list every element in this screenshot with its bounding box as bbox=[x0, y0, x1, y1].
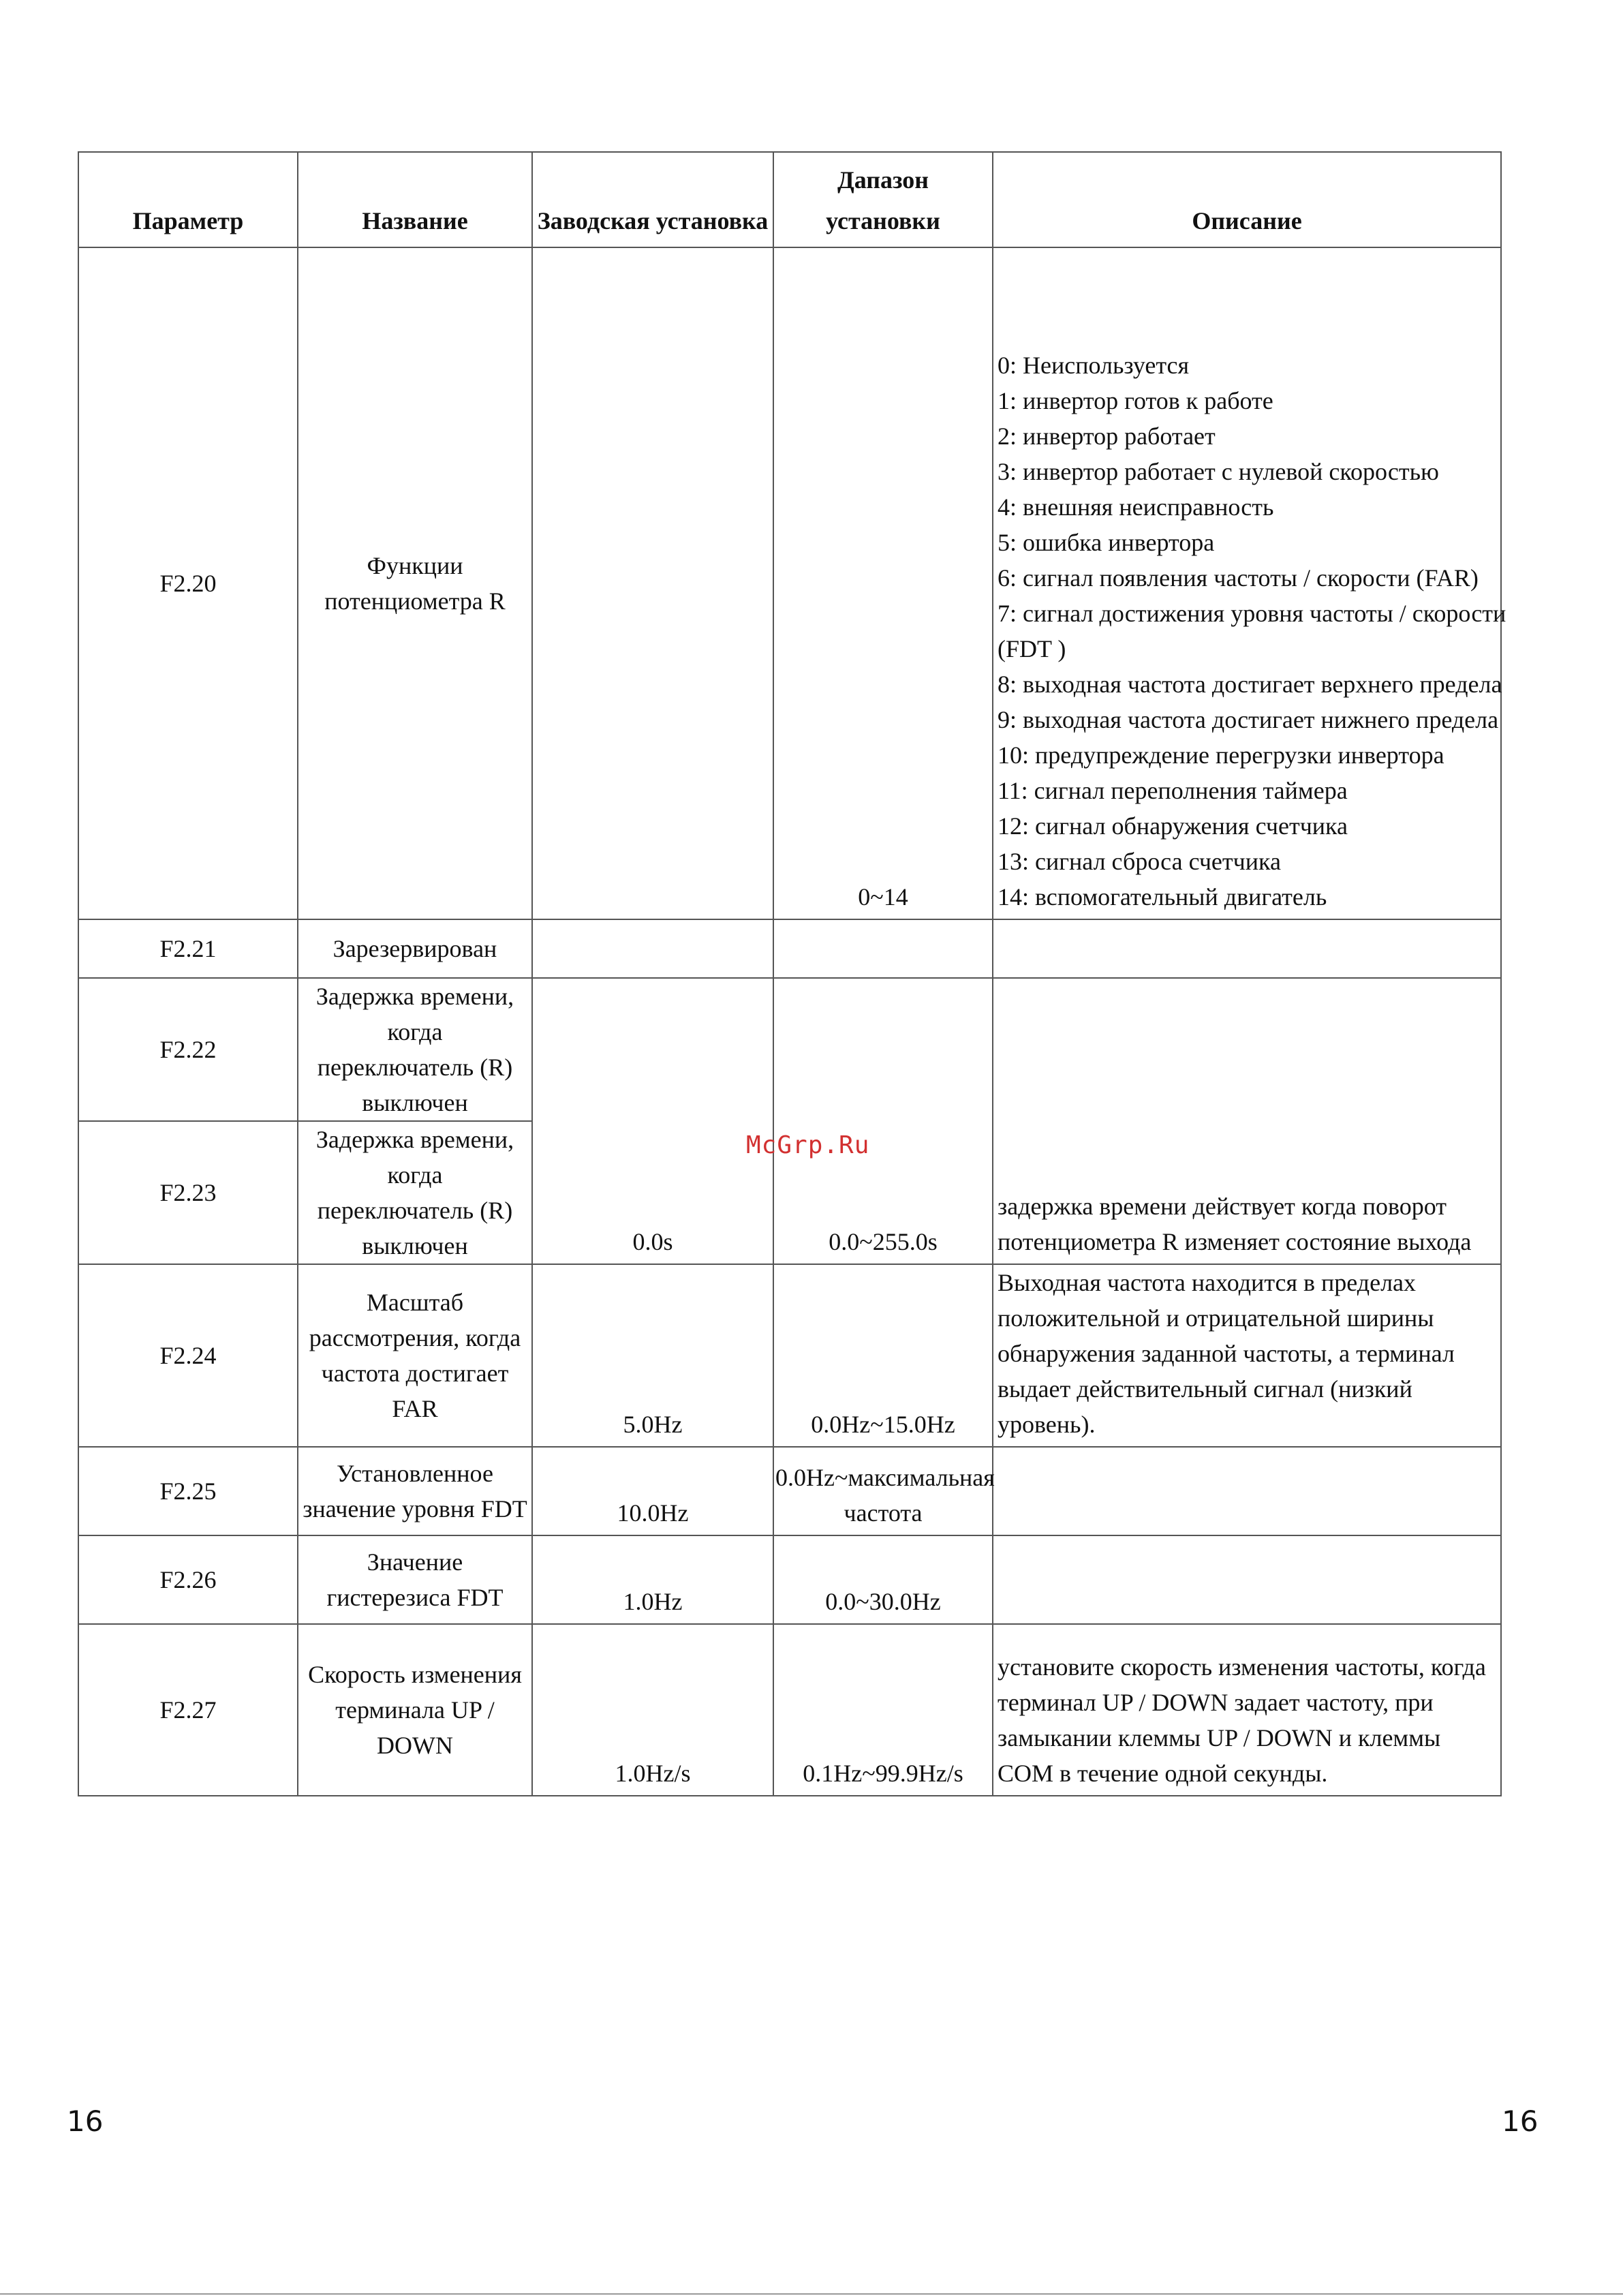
list-item: 12: сигнал обнаружения счетчика bbox=[998, 812, 1348, 840]
description bbox=[993, 247, 1506, 919]
param-code: F2.22 bbox=[78, 978, 298, 1121]
setting-range: 0.0Hz~15.0Hz bbox=[773, 1264, 993, 1447]
param-name: Установленное значение уровня FDT bbox=[298, 1447, 532, 1535]
table-row bbox=[78, 1624, 1501, 1796]
param-name: Масштаб рассмотрения, когда частота достигает FAR bbox=[298, 1264, 532, 1447]
description: Выходная частота находится в пределах положительной и отрицательной ширины обнаружения заданной частоты, а терминал выдает действительный сигнал (низкий уровень). bbox=[993, 1264, 1501, 1447]
table-row bbox=[78, 247, 1501, 919]
factory-setting bbox=[532, 247, 773, 919]
page-number-right: 16 bbox=[1502, 2104, 1539, 2138]
list-item: 6: сигнал появления частоты / скорости (FAR) bbox=[998, 564, 1479, 592]
setting-range: 0.1Hz~99.9Hz/s bbox=[773, 1624, 993, 1796]
table-row bbox=[78, 978, 1501, 1121]
setting-range: 0.0~255.0s bbox=[773, 978, 993, 1264]
param-code: F2.25 bbox=[78, 1447, 298, 1535]
page-number-left: 16 bbox=[67, 2104, 104, 2138]
header-factory: Заводская установка bbox=[532, 152, 773, 247]
list-item: 10: предупреждение перегрузки инвертора bbox=[998, 741, 1444, 769]
setting-range bbox=[773, 919, 993, 978]
param-code: F2.23 bbox=[78, 1121, 298, 1264]
description bbox=[993, 919, 1501, 978]
list-item: 0: Неиспользуется bbox=[998, 352, 1190, 379]
list-item: 9: выходная частота достигает нижнего предела bbox=[998, 706, 1499, 733]
param-code: F2.21 bbox=[78, 919, 298, 978]
header-name: Название bbox=[298, 152, 532, 247]
table-row bbox=[78, 919, 1501, 978]
param-name: Значение гистерезиса FDT bbox=[298, 1535, 532, 1624]
description bbox=[993, 1447, 1501, 1535]
table-row bbox=[78, 1535, 1501, 1624]
param-name: Скорость изменения терминала UP / DOWN bbox=[298, 1624, 532, 1796]
setting-range: 0.0~30.0Hz bbox=[773, 1535, 993, 1624]
header-desc: Описание bbox=[993, 152, 1501, 247]
param-code: F2.24 bbox=[78, 1264, 298, 1447]
list-item: 5: ошибка инвертора bbox=[998, 529, 1215, 556]
list-item: 8: выходная частота достигает верхнего предела bbox=[998, 671, 1502, 698]
factory-setting: 1.0Hz bbox=[532, 1535, 773, 1624]
table-row bbox=[78, 1447, 1501, 1535]
list-item: 2: инвертор работает bbox=[998, 423, 1216, 450]
param-code: F2.27 bbox=[78, 1624, 298, 1796]
param-name: Задержка времени, когда переключатель (R) выключен bbox=[298, 978, 532, 1121]
list-item: 1: инвертор готов к работе bbox=[998, 387, 1273, 414]
description: задержка времени действует когда поворот потенциометра R изменяет состояние выхода bbox=[993, 978, 1501, 1264]
setting-range: 0~14 bbox=[773, 247, 993, 919]
param-code: F2.26 bbox=[78, 1535, 298, 1624]
factory-setting: 10.0Hz bbox=[532, 1447, 773, 1535]
description-list bbox=[998, 348, 1506, 915]
list-item: 3: инвертор работает с нулевой скоростью bbox=[998, 458, 1439, 485]
table-header-row bbox=[78, 152, 1501, 247]
list-item: 14: вспомогательный двигатель bbox=[998, 883, 1327, 910]
footer-divider bbox=[0, 2293, 1623, 2295]
header-range: Дапазон установки bbox=[773, 152, 993, 247]
param-name: Зарезервирован bbox=[298, 919, 532, 978]
factory-setting: 1.0Hz/s bbox=[532, 1624, 773, 1796]
list-item: 4: внешняя неисправность bbox=[998, 493, 1274, 521]
description bbox=[993, 1535, 1501, 1624]
param-code: F2.20 bbox=[78, 247, 298, 919]
factory-setting: 5.0Hz bbox=[532, 1264, 773, 1447]
parameter-table bbox=[78, 151, 1506, 1796]
factory-setting: 0.0s bbox=[532, 978, 773, 1264]
factory-setting bbox=[532, 919, 773, 978]
list-item: 13: сигнал сброса счетчика bbox=[998, 848, 1281, 875]
param-name: Функции потенциометра R bbox=[298, 247, 532, 919]
list-item: 7: сигнал достижения уровня частоты / скорости bbox=[998, 600, 1506, 627]
description: установите скорость изменения частоты, когда терминал UP / DOWN задает частоту, при замыкании клеммы UP / DOWN и клеммы COM в течение одной секунды. bbox=[993, 1624, 1501, 1796]
watermark: McGrp.Ru bbox=[746, 1131, 870, 1159]
list-item: (FDT ) bbox=[998, 635, 1066, 662]
header-param: Параметр bbox=[78, 152, 298, 247]
setting-range: 0.0Hz~максимальная частота bbox=[773, 1447, 993, 1535]
table-row bbox=[78, 1264, 1501, 1447]
param-name: Задержка времени, когда переключатель (R) выключен bbox=[298, 1121, 532, 1264]
list-item: 11: сигнал переполнения таймера bbox=[998, 777, 1348, 804]
